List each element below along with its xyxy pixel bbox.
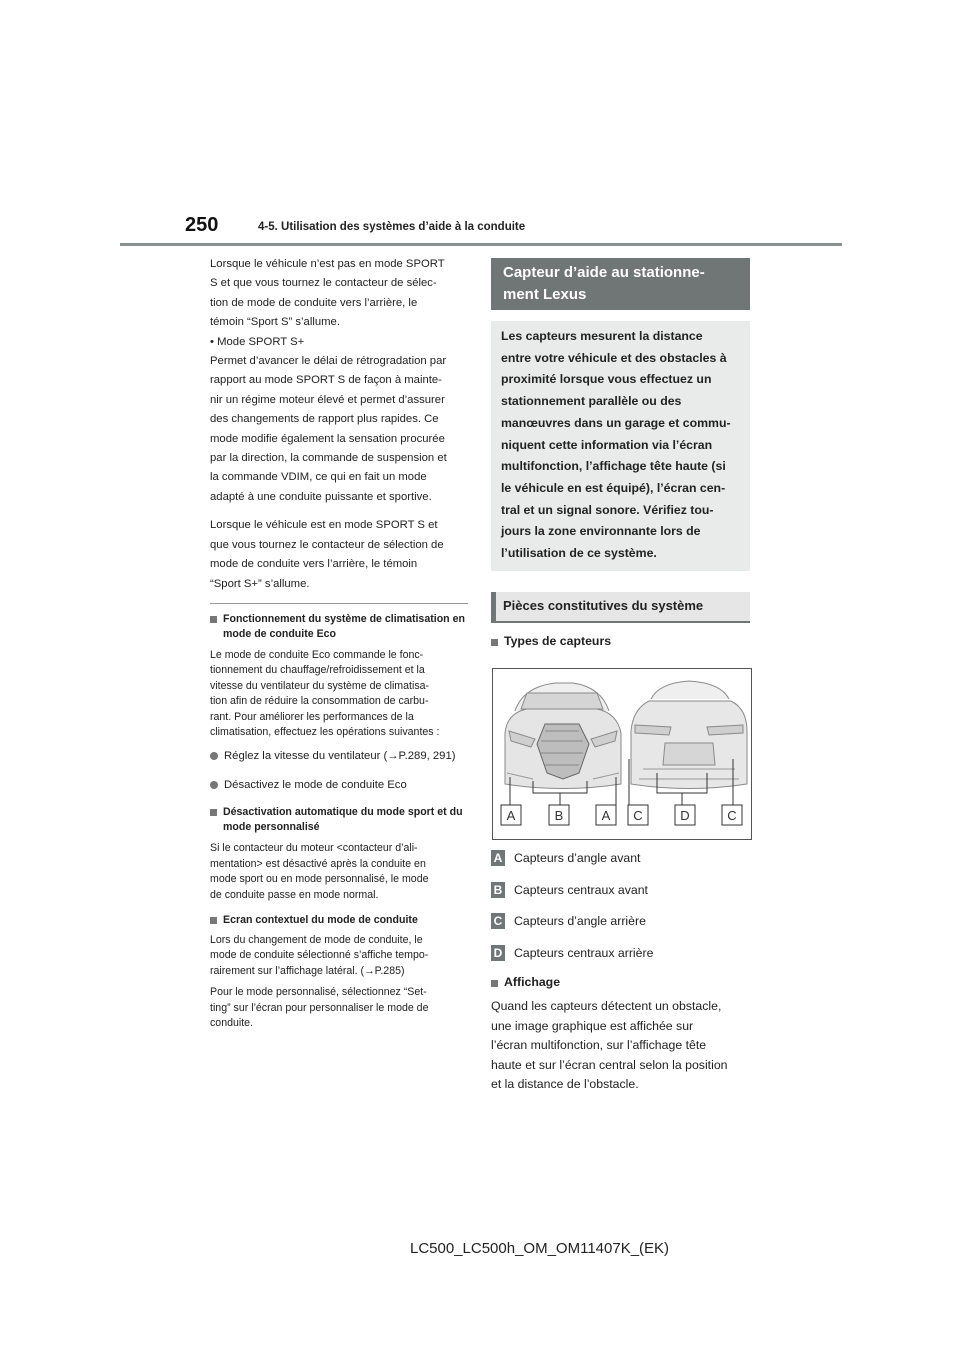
text-line: S et que vous tournez le contacteur de sélec- [210, 277, 437, 290]
legend-text: Capteurs centraux avant [514, 883, 648, 897]
sensor-figure [492, 668, 752, 840]
square-bullet-icon [210, 616, 217, 623]
list-item: Désactivez le mode de conduite Eco [210, 777, 468, 794]
subheading-climatisation: Fonctionnement du système de climatisation en mode de conduite Eco [210, 612, 468, 642]
text-line: conduite. [210, 1017, 253, 1030]
circle-bullet-icon [210, 781, 218, 789]
intro-box [491, 321, 750, 571]
text-line: vitesse du ventilateur du système de climatisa- [210, 679, 430, 692]
figure-label: C [727, 808, 737, 823]
square-bullet-icon [210, 917, 217, 924]
text-line: rant. Pour améliorer les performances de la [210, 710, 414, 723]
text-line: tion de mode de conduite vers l’arrière, le [210, 296, 418, 309]
legend-text: Capteurs centraux arrière [514, 946, 654, 960]
box-title-line: Capteur d’aide au stationne- [503, 264, 705, 281]
text-line: mode de conduite vers l’arrière, le témoin [210, 558, 418, 571]
text-line: Le mode de conduite Eco commande le fonc- [210, 649, 424, 661]
page-number: 250 [185, 214, 219, 236]
legend-text: Capteurs d’angle arrière [514, 914, 646, 928]
text-line: tion afin de réduire la consommation de carbu- [210, 695, 429, 708]
square-bullet-icon [491, 639, 498, 646]
figure-label: A [601, 808, 611, 823]
legend-item [491, 913, 646, 929]
text-line: que vous tournez le contacteur de sélection de [210, 538, 444, 551]
subheading-desactivation: Désactivation automatique du mode sport et du mode personnalisé [210, 805, 468, 835]
text-line: Pour le mode personnalisé, sélectionnez “Set- [210, 986, 427, 999]
section-title-box [491, 258, 750, 310]
text-line: mentation> est désactivé après la conduite en [210, 857, 426, 870]
components-title: Pièces constitutives du système [503, 598, 704, 613]
text-line: Permet d’avancer le délai de rétrogradation par [210, 355, 447, 368]
intro-line: Les capteurs mesurent la distance [501, 329, 703, 343]
text-line: Quand les capteurs détectent un obstacle, [491, 999, 722, 1013]
intro-line: manœuvres dans un garage et commu- [501, 415, 731, 430]
legend-letter: A [491, 850, 505, 866]
intro-line: tral et un signal sonore. Vérifiez tou- [501, 502, 714, 517]
text-line: “Sport S+” s’allume. [210, 577, 310, 590]
types-heading: Types de capteurs [491, 634, 611, 648]
text-line: de conduite passe en mode normal. [210, 888, 379, 901]
text-line: Si le contacteur du moteur <contacteur d’ali- [210, 842, 418, 855]
text-line: haute et sur l’écran central selon la position [491, 1057, 728, 1072]
intro-line: proximité lorsque vous effectuez un [501, 372, 712, 387]
left-column [210, 255, 468, 594]
text-line: climatisation, effectuez les opérations suivantes : [210, 726, 440, 739]
legend-item [491, 882, 648, 898]
text-line: des changements de rapport plus rapides. Ce [210, 413, 439, 426]
components-title-box [491, 592, 750, 623]
square-bullet-icon [491, 980, 498, 987]
header-rule [120, 243, 842, 246]
text-line: rapport au mode SPORT S de façon à mainte- [210, 374, 442, 387]
text-line: témoin “Sport S” s’allume. [210, 316, 340, 329]
text-line: mode de conduite sélectionné s’affiche tempo- [210, 949, 429, 962]
display-heading: Affichage [491, 975, 560, 989]
subheading-ecran-contextuel: Ecran contextuel du mode de conduite [210, 913, 468, 928]
text-line: Lorsque le véhicule est en mode SPORT S et [210, 519, 438, 532]
intro-line: le véhicule en est équipé), l’écran cen- [501, 480, 726, 495]
front-car-drawing [505, 683, 621, 789]
intro-line: l’utilisation de ce système. [501, 546, 657, 561]
legend-item [491, 945, 653, 961]
legend-text: Capteurs d’angle avant [514, 851, 641, 865]
intro-line: niquent cette information via l’écran [501, 437, 713, 452]
text-line: mode modifie également la sensation procurée [210, 432, 445, 445]
text-line: adapté à une conduite puissante et sportive. [210, 490, 432, 503]
text-line: rairement sur l’affichage latéral. (→P.285) [210, 964, 405, 977]
intro-line: jours la zone environnante lors de [501, 524, 701, 539]
text-line: ting” sur l’écran pour personnaliser le mode de [210, 1001, 429, 1014]
text-line: et la distance de l’obstacle. [491, 1077, 639, 1091]
figure-label: D [680, 808, 690, 823]
display-paragraph [491, 997, 753, 1095]
figure-label: A [506, 808, 516, 823]
text-line: tionnement du chauffage/refroidissement et la [210, 664, 425, 677]
text-line: Lors du changement de mode de conduite, le [210, 934, 423, 947]
circle-bullet-icon [210, 752, 218, 760]
text-line: par la direction, la commande de suspension et [210, 452, 447, 465]
divider [210, 603, 468, 604]
box-title-line: ment Lexus [503, 286, 587, 303]
document-code: LC500_LC500h_OM_OM11407K_(EK) [410, 1240, 670, 1257]
text-line: mode sport ou en mode personnalisé, le mode [210, 873, 429, 886]
figure-label: C [633, 808, 643, 823]
text-line: l’écran multifonction, sur l’affichage tête [491, 1038, 707, 1052]
legend-letter: B [491, 882, 505, 898]
mode-bullet: • Mode SPORT S+ [210, 335, 305, 348]
rear-car-drawing [631, 681, 747, 789]
text-line: nir un régime moteur élevé et permet d’assurer [210, 393, 445, 406]
legend-letter: C [491, 913, 505, 929]
section-title: 4-5. Utilisation des systèmes d’aide à la conduite [258, 221, 526, 233]
legend-item [491, 850, 640, 866]
figure-label: B [554, 808, 564, 823]
list-item: Réglez la vitesse du ventilateur (→P.289, 291) [210, 748, 468, 765]
car-illustration [493, 669, 751, 839]
figure-label-boxes [501, 805, 742, 825]
intro-line: entre votre véhicule et des obstacles à [501, 350, 727, 365]
square-bullet-icon [210, 809, 217, 816]
intro-line: multifonction, l’affichage tête haute (si [501, 459, 726, 474]
notes-section [210, 603, 468, 1032]
legend-letter: D [491, 945, 505, 961]
intro-line: stationnement parallèle ou des [501, 394, 682, 409]
text-line: Lorsque le véhicule n’est pas en mode SPORT [210, 258, 445, 270]
text-line: une image graphique est affichée sur [491, 1018, 694, 1033]
text-line: la commande VDIM, ce qui en fait un mode [210, 471, 427, 484]
